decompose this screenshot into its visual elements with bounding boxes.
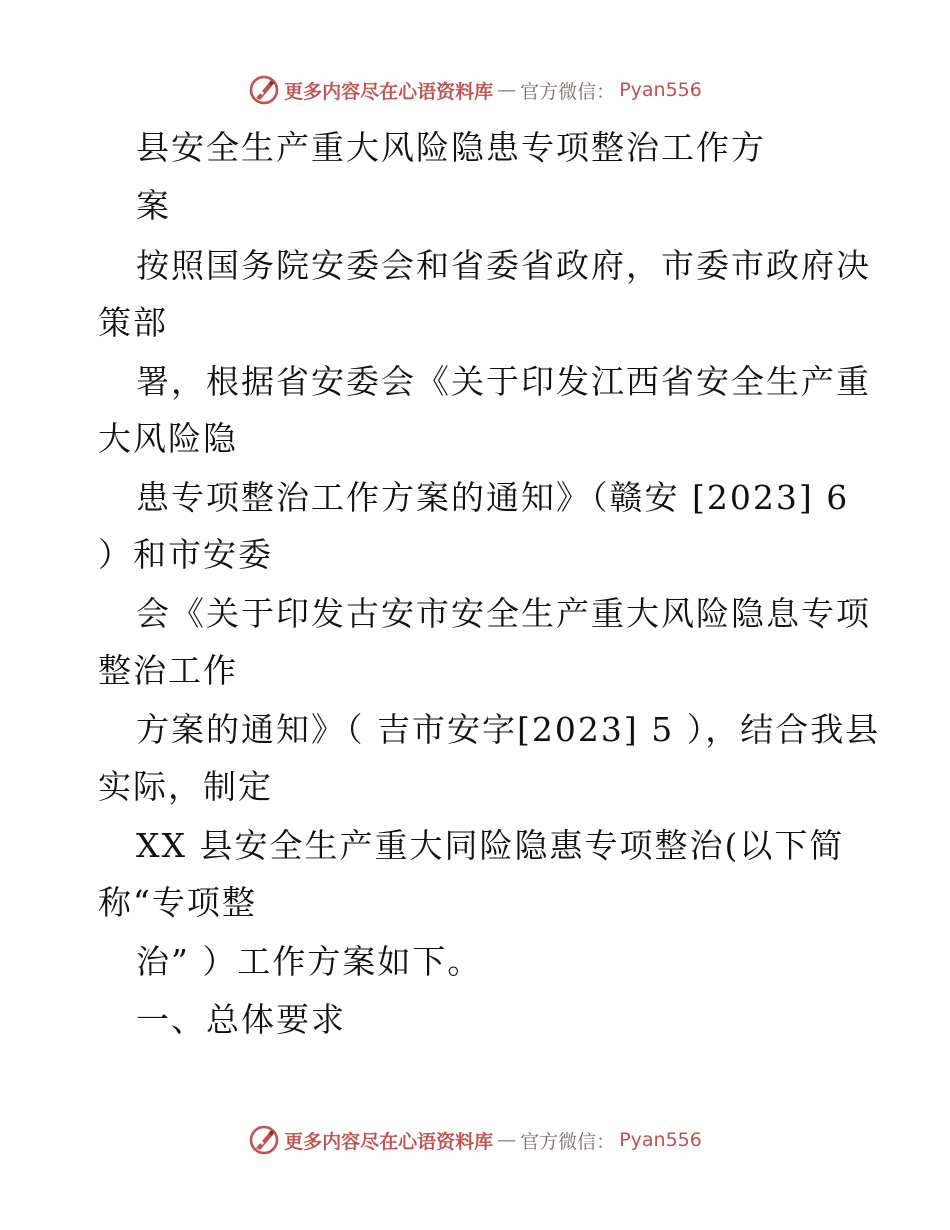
watermark-separator: — xyxy=(497,79,517,101)
pen-nib-logo-icon xyxy=(248,74,280,106)
paragraph-line: 会《关于印发古安市安全生产重大风险隐息专项 xyxy=(136,594,871,633)
paragraph-line: 方案的通知》（ 吉市安字[2023] 5 ），结合我县 xyxy=(136,710,881,749)
watermark-official-label: 官方微信： xyxy=(520,1130,616,1153)
watermark-wechat-id: Pyan556 xyxy=(619,79,702,101)
top-watermark-banner xyxy=(0,70,950,110)
paragraph-line: 治” ）工作方案如下。 xyxy=(136,942,483,981)
paragraph-line: 策部 xyxy=(98,303,168,342)
paragraph-line: 称“专项整 xyxy=(98,883,257,922)
paragraph-line: 患专项整治工作方案的通知》（赣安 [2023] 6 xyxy=(136,478,850,517)
watermark-official-label: 官方微信： xyxy=(520,80,616,103)
paragraph-line: 大风险隐 xyxy=(98,419,238,458)
section-heading: 一、总体要求 xyxy=(136,1000,346,1039)
pen-nib-logo-icon xyxy=(248,1124,280,1156)
title-line-1: 县安全生产重大风险隐患专项整治工作方 xyxy=(136,128,766,167)
watermark-separator: — xyxy=(497,1129,517,1151)
paragraph-line: 实际，制定 xyxy=(98,767,273,806)
watermark-wechat-id: Pyan556 xyxy=(619,1129,702,1151)
paragraph-line: ）和市安委 xyxy=(98,535,273,574)
watermark-site-text: 更多内容尽在心语资料库 xyxy=(284,1130,494,1153)
watermark-content xyxy=(248,74,702,106)
paragraph-line: 整治工作 xyxy=(98,651,238,690)
title-line-2: 案 xyxy=(136,186,171,225)
watermark-site-text: 更多内容尽在心语资料库 xyxy=(284,80,494,103)
bottom-watermark-banner xyxy=(0,1120,950,1160)
paragraph-line: XX 县安全生产重大同险隐惠专项整治(以下简 xyxy=(136,826,845,865)
watermark-content xyxy=(248,1124,702,1156)
paragraph-line: 署，根据省安委会《关于印发江西省安全生产重 xyxy=(136,362,871,401)
paragraph-line: 按照国务院安委会和省委省政府，市委市政府决 xyxy=(136,246,871,285)
